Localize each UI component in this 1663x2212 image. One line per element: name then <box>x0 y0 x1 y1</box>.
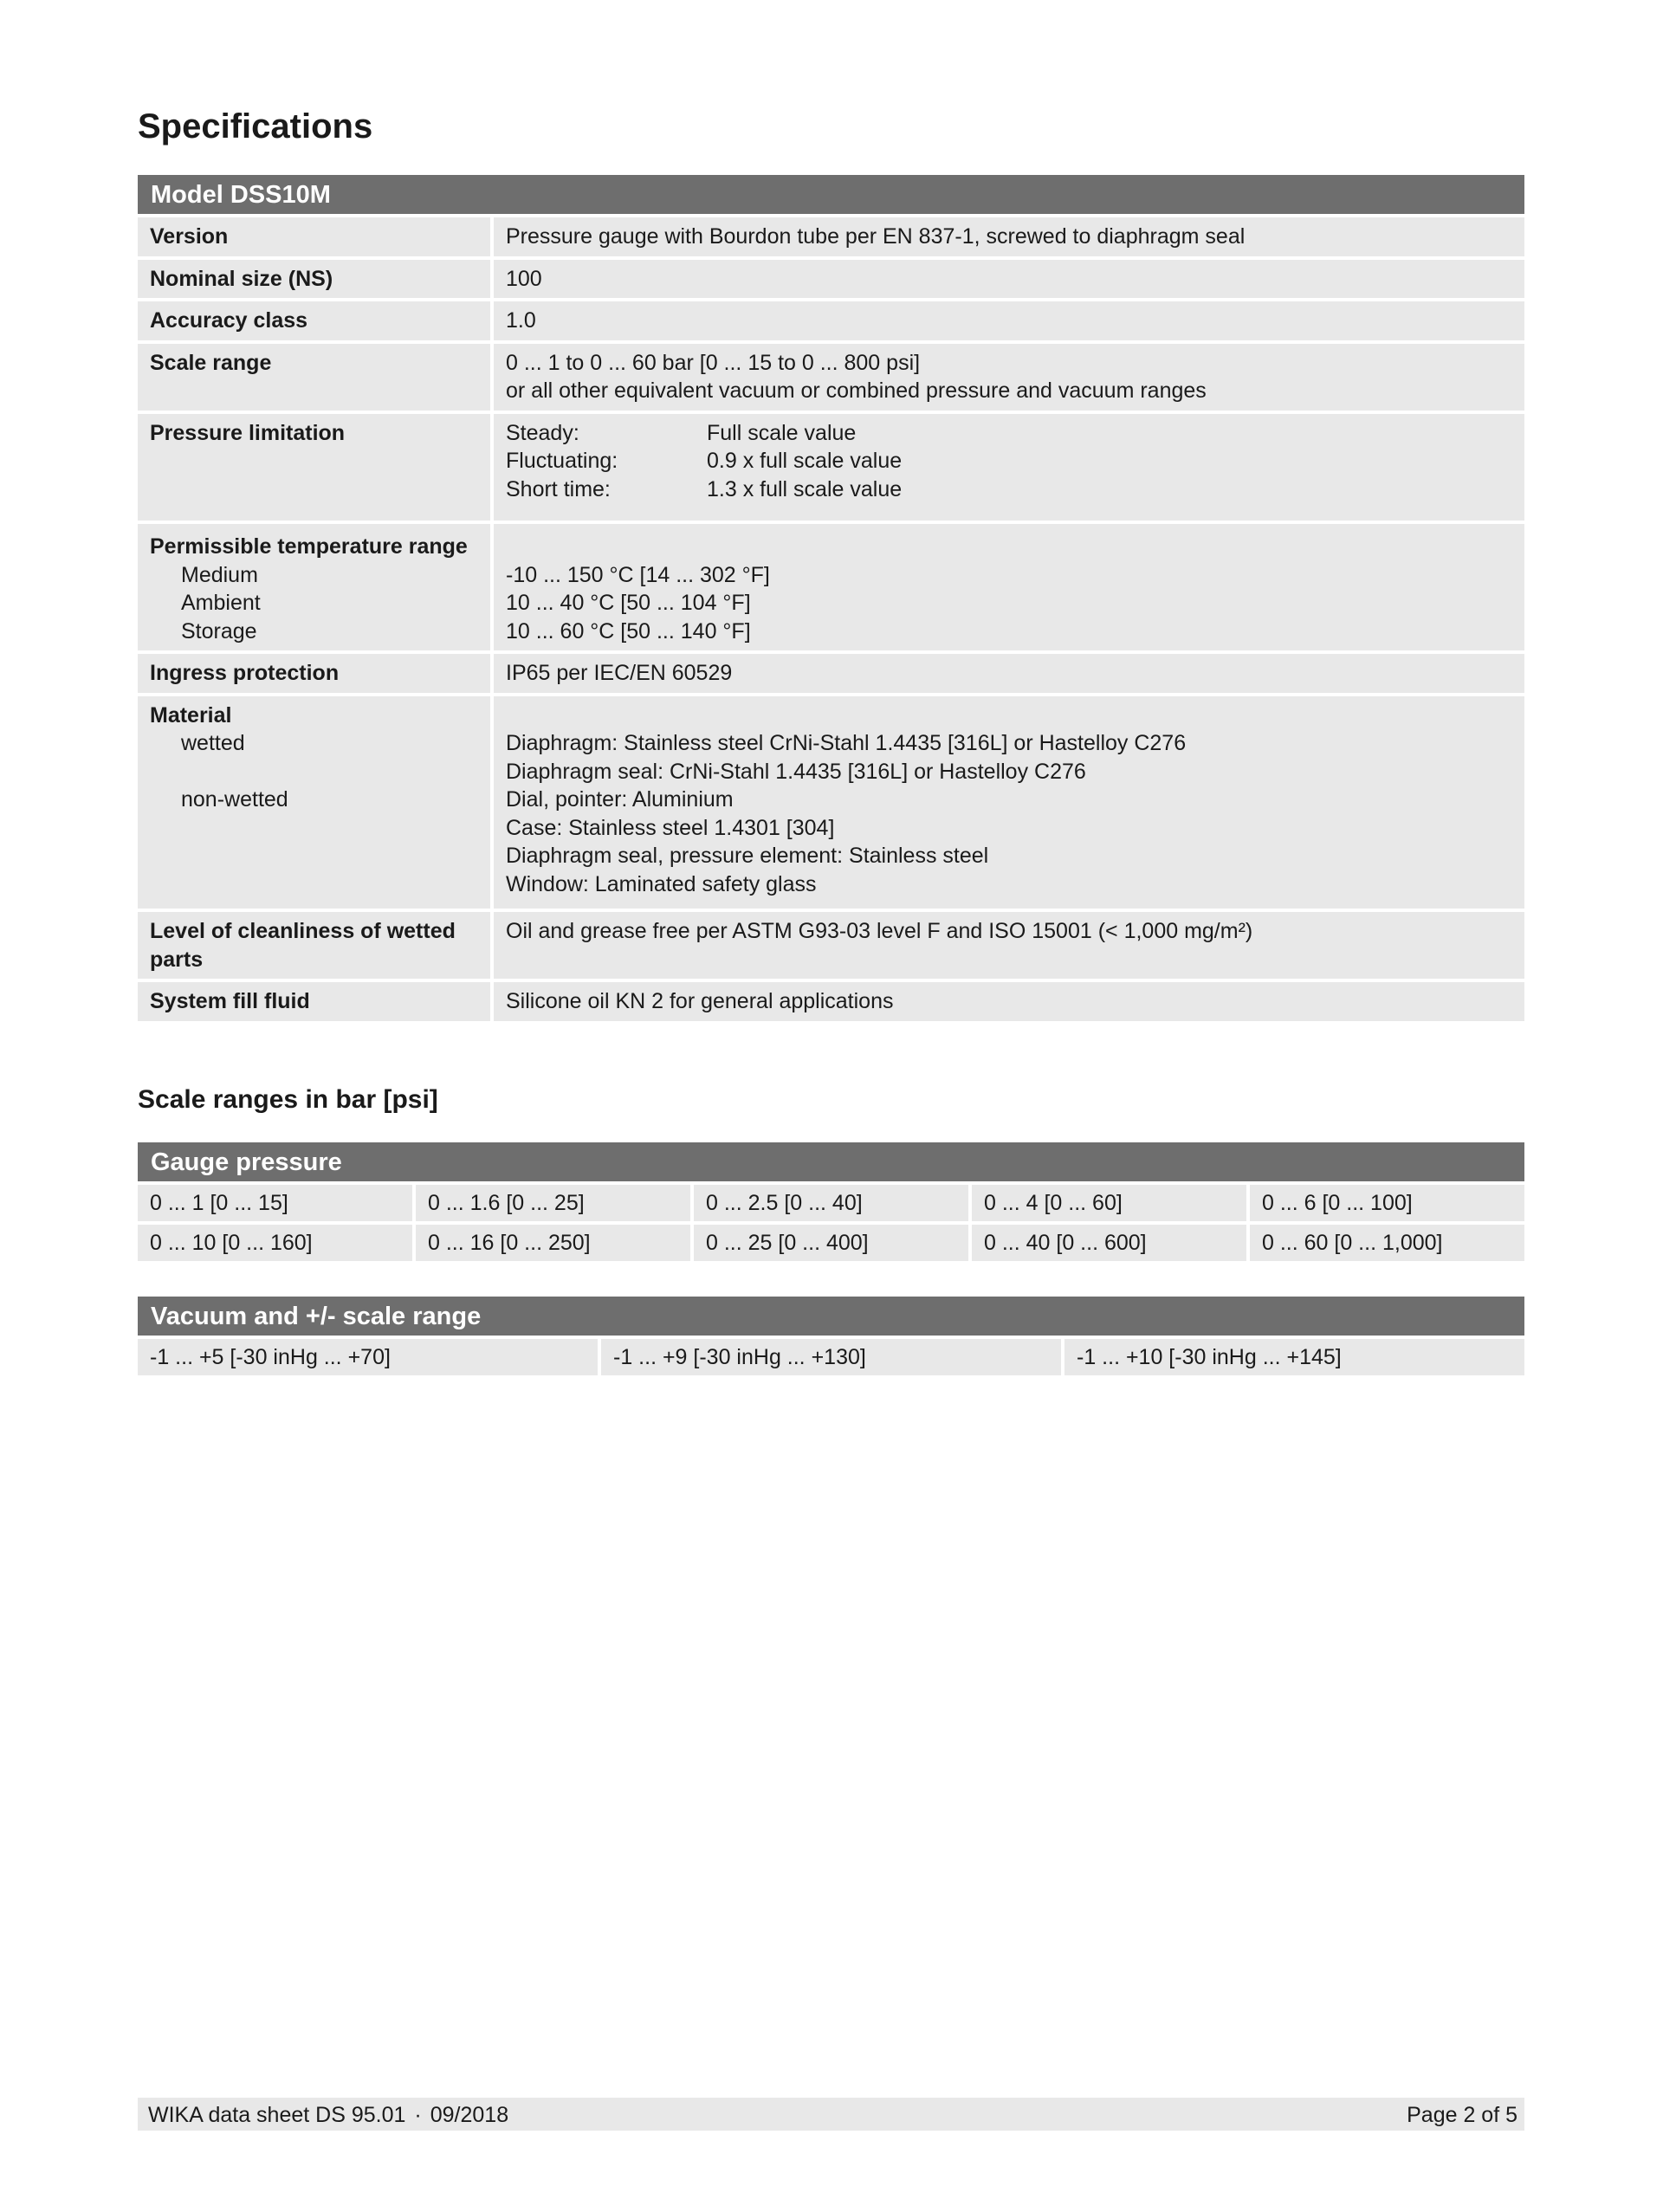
vacuum-cell: -1 ... +5 [-30 inHg ... +70] <box>138 1339 598 1375</box>
spec-value-nominal-size: 100 <box>494 260 1524 299</box>
spec-value-pressure-limitation <box>494 414 1524 521</box>
gauge-cell: 0 ... 1 [0 ... 15] <box>138 1185 412 1221</box>
material-line: Diaphragm seal: CrNi-Stahl 1.4435 [316L] or Hastelloy C276 <box>506 759 1086 784</box>
spec-value-cleanliness: Oil and grease free per ASTM G93-03 level F and ISO 15001 (< 1,000 mg/m²) <box>494 912 1524 979</box>
temperature-ambient-label: Ambient <box>181 591 261 615</box>
gauge-row <box>138 1185 1524 1221</box>
pressure-steady <box>506 419 1512 448</box>
temperature-storage-label: Storage <box>181 618 257 644</box>
gauge-cell: 0 ... 16 [0 ... 250] <box>416 1225 690 1261</box>
spec-value-material <box>494 696 1524 909</box>
material-nonwetted-label: non-wetted <box>181 787 288 812</box>
spacer <box>506 533 1512 561</box>
spec-value-fill-fluid: Silicone oil KN 2 for general applications <box>494 982 1524 1021</box>
vacuum-range-header: Vacuum and +/- scale range <box>138 1297 1524 1336</box>
material-line: Dial, pointer: Aluminium <box>506 787 734 812</box>
spec-row-ingress <box>138 654 1524 693</box>
spec-row-fill-fluid <box>138 982 1524 1021</box>
gauge-cell: 0 ... 1.6 [0 ... 25] <box>416 1185 690 1221</box>
pressure-short-time-value: 1.3 x full scale value <box>707 476 903 501</box>
gauge-pressure-header: Gauge pressure <box>138 1142 1524 1181</box>
pressure-short-time <box>506 475 1512 504</box>
spec-label-accuracy: Accuracy class <box>138 301 490 340</box>
gauge-cell: 0 ... 4 [0 ... 60] <box>972 1185 1246 1221</box>
scale-range-line: 0 ... 1 to 0 ... 60 bar [0 ... 15 to 0 ... 800 psi] <box>506 350 921 375</box>
vacuum-cell: -1 ... +9 [-30 inHg ... +130] <box>601 1339 1061 1375</box>
spec-value-version: Pressure gauge with Bourdon tube per EN 837-1, screwed to diaphragm seal <box>494 217 1524 256</box>
material-line: Diaphragm: Stainless steel CrNi-Stahl 1.4435 [316L] or Hastelloy C276 <box>506 731 1187 755</box>
pressure-fluctuating-value: 0.9 x full scale value <box>707 449 903 473</box>
material-line: Diaphragm seal, pressure element: Stainless steel <box>506 844 989 868</box>
footer-doc-info <box>148 2098 508 2131</box>
spec-label-ingress: Ingress protection <box>138 654 490 693</box>
spec-value-accuracy: 1.0 <box>494 301 1524 340</box>
gauge-cell: 0 ... 25 [0 ... 400] <box>694 1225 968 1261</box>
gauge-row <box>138 1225 1524 1261</box>
spec-value-ingress: IP65 per IEC/EN 60529 <box>494 654 1524 693</box>
footer-date: 09/2018 <box>430 2103 509 2127</box>
spec-row-nominal-size <box>138 260 1524 299</box>
temperature-medium-value: -10 ... 150 °C [14 ... 302 °F] <box>506 562 770 587</box>
temperature-ambient-value: 10 ... 40 °C [50 ... 104 °F] <box>506 591 751 615</box>
spacer <box>506 702 1512 730</box>
pressure-steady-value: Full scale value <box>707 420 857 445</box>
page-title: Specifications <box>138 107 373 146</box>
spec-table-header: Model DSS10M <box>138 175 1524 214</box>
material-wetted-label: wetted <box>181 731 245 755</box>
vacuum-row <box>138 1339 1524 1375</box>
spec-label-version: Version <box>138 217 490 256</box>
spec-label-fill-fluid: System fill fluid <box>138 982 490 1021</box>
material-line: Case: Stainless steel 1.4301 [304] <box>506 815 835 840</box>
pressure-fluctuating-key: Fluctuating: <box>506 449 618 473</box>
spec-table <box>138 175 1524 1025</box>
scale-ranges-title: Scale ranges in bar [psi] <box>138 1085 438 1114</box>
vacuum-range-table <box>138 1297 1524 1379</box>
gauge-cell: 0 ... 10 [0 ... 160] <box>138 1225 412 1261</box>
spec-row-temperature <box>138 524 1524 650</box>
gauge-cell: 0 ... 60 [0 ... 1,000] <box>1250 1225 1524 1261</box>
temperature-label: Permissible temperature range <box>150 534 468 559</box>
pressure-short-time-key: Short time: <box>506 476 611 501</box>
spec-row-version <box>138 217 1524 256</box>
spec-row-cleanliness <box>138 912 1524 979</box>
material-line: Window: Laminated safety glass <box>506 871 817 896</box>
gauge-pressure-table <box>138 1142 1524 1264</box>
spacer <box>150 758 478 786</box>
gauge-cell: 0 ... 40 [0 ... 600] <box>972 1225 1246 1261</box>
pressure-fluctuating <box>506 447 1512 475</box>
spec-label-nominal-size: Nominal size (NS) <box>138 260 490 299</box>
footer-doc: WIKA data sheet DS 95.01 <box>148 2103 406 2127</box>
spec-label-pressure-limitation: Pressure limitation <box>138 414 490 521</box>
spec-label-material <box>138 696 490 909</box>
spec-label-temperature <box>138 524 490 650</box>
page-footer <box>138 2098 1524 2131</box>
temperature-medium-label: Medium <box>181 562 258 587</box>
spec-row-pressure-limitation <box>138 414 1524 521</box>
footer-page-number: Page 2 of 5 <box>1407 2103 1517 2127</box>
vacuum-cell: -1 ... +10 [-30 inHg ... +145] <box>1064 1339 1524 1375</box>
scale-range-line: or all other equivalent vacuum or combined pressure and vacuum ranges <box>506 378 1207 403</box>
spec-label-cleanliness: Level of cleanliness of wetted parts <box>138 912 490 979</box>
temperature-storage-value: 10 ... 60 °C [50 ... 140 °F] <box>506 618 751 644</box>
material-label: Material <box>150 702 232 728</box>
gauge-cell: 0 ... 2.5 [0 ... 40] <box>694 1185 968 1221</box>
spec-row-material <box>138 696 1524 909</box>
gauge-cell: 0 ... 6 [0 ... 100] <box>1250 1185 1524 1221</box>
footer-separator: · <box>414 2103 422 2127</box>
spec-row-accuracy <box>138 301 1524 340</box>
spec-value-scale-range <box>494 344 1524 411</box>
spec-label-scale-range: Scale range <box>138 344 490 411</box>
spec-row-scale-range <box>138 344 1524 411</box>
pressure-steady-key: Steady: <box>506 420 579 445</box>
spec-value-temperature <box>494 524 1524 650</box>
